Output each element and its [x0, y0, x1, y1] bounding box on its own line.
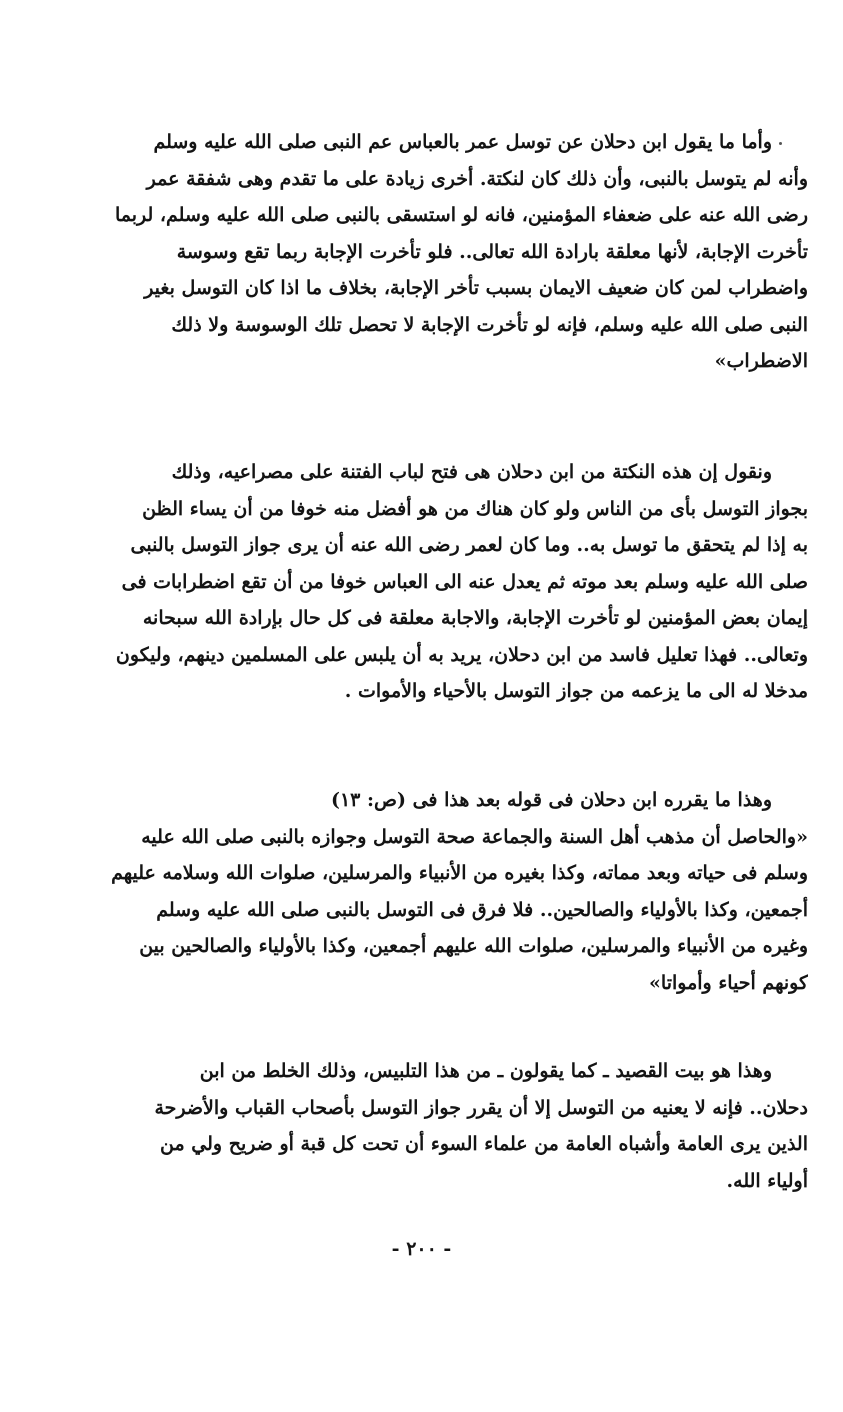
paragraph-line: رضى الله عنه على ضعفاء المؤمنين، فانه لو استسقى بالنبى صلى الله عليه وسلم، لربما	[114, 204, 808, 226]
paragraph-line: الذين يرى العامة وأشباه العامة من علماء السوء أن تحت كل قبة أو ضريح ولي من	[160, 1133, 808, 1155]
paragraph-line: وأما ما يقول ابن دحلان عن توسل عمر بالعباس عم النبى صلى الله عليه وسلم	[153, 131, 772, 153]
paragraph-line: واضطراب لمن كان ضعيف الايمان بسبب تأخر الإجابة، بخلاف ما اذا كان التوسل بغير	[144, 277, 808, 299]
paragraph-2	[36, 454, 808, 710]
paragraph-line: «والحاصل أن مذهب أهل السنة والجماعة صحة التوسل وجوازه بالنبى صلى الله عليه	[141, 825, 808, 848]
paragraph-line: إيمان بعض المؤمنين لو تأخرت الإجابة، والاجابة معلقة فى كل حال بإرادة الله سبحانه	[142, 607, 808, 629]
paragraph-line: مدخلا له الى ما يزعمه من جواز التوسل بالأحياء والأموات .	[344, 680, 808, 702]
paragraph-line: وتعالى.. فهذا تعليل فاسد من ابن دحلان، يريد به أن يلبس على المسلمين دينهم، وليكون	[115, 643, 808, 666]
paragraph-line: وسلم فى حياته وبعد مماته، وكذا بغيره من الأنبياء والمرسلين، صلوات الله وسلامه عليهم	[111, 862, 808, 884]
paragraph-3	[36, 782, 808, 1001]
paragraph-line: تأخرت الإجابة، لأنها معلقة بارادة الله تعالى.. فلو تأخرت الإجابة ربما تقع وسوسة	[176, 240, 808, 263]
paragraph-line: وأنه لم يتوسل بالنبى، وأن ذلك كان لنكتة. أخرى زيادة على ما تقدم وهى شفقة عمر	[146, 167, 808, 190]
paragraph-line: ونقول إن هذه النكتة من ابن دحلان هى فتح لباب الفتنة على مصراعيه، وذلك	[171, 461, 772, 483]
paragraph-line: بجواز التوسل بأى من الناس ولو كان هناك من هو أفضل منه خوفا من أن يساء الظن	[142, 497, 808, 520]
paragraph-4	[36, 1053, 808, 1199]
paragraph-line: وهذا هو بيت القصيد ـ كما يقولون ـ من هذا التلبيس، وذلك الخلط من ابن	[199, 1060, 772, 1082]
paragraph-line: النبى صلى الله عليه وسلم، فإنه لو تأخرت الإجابة لا تحصل تلك الوسوسة ولا ذلك	[171, 313, 808, 336]
paragraph-line: الاضطراب»	[714, 350, 808, 372]
page-number: - ٢٠٠ -	[391, 1238, 452, 1260]
paragraph-line: دحلان.. فإنه لا يعنيه من التوسل إلا أن يقرر جواز التوسل بأصحاب القباب والأضرحة	[154, 1096, 808, 1119]
paragraph-line: أجمعين، وكذا بالأولياء والصالحين.. فلا فرق فى التوسل بالنبى صلى الله عليه وسلم	[156, 898, 808, 921]
paragraph-line: صلى الله عليه وسلم بعد موته ثم يعدل عنه الى العباس خوفا من أن تقع اضطرابات فى	[121, 570, 808, 593]
paragraph-line: وهذا ما يقرره ابن دحلان فى قوله بعد هذا فى (ص: ١٣)	[330, 789, 772, 811]
paragraph-line: كونهم أحياء وأمواتا»	[649, 971, 808, 994]
paragraph-1	[36, 124, 808, 380]
paragraph-line: وغيره من الأنبياء والمرسلين، صلوات الله عليهم أجمعين، وكذا بالأولياء والصالحين بين	[139, 935, 808, 957]
paragraph-line: أولياء الله.	[726, 1169, 808, 1192]
paragraph-line: به إذا لم يتحقق ما توسل به.. وما كان لعمر رضى الله عنه أن يرى جواز التوسل بالنبى	[130, 534, 808, 556]
